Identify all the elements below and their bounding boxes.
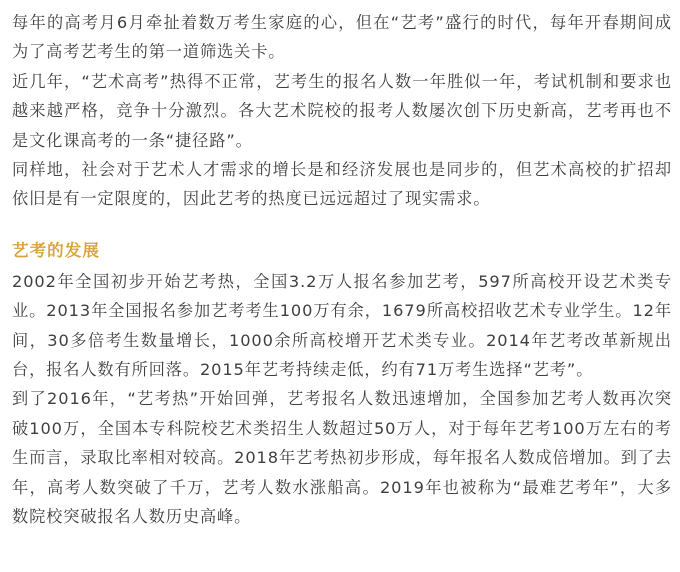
section-paragraph-2: 到了2016年，“艺考热”开始回弹，艺考报名人数迅速增加，全国参加艺考人数再次突破100万，全国本专科院校艺术类招生人数超过50万人，对于每年艺考100万左右的考生而言，录取比率相对较高。2018年艺考热初步形成，每年报名人数成倍增加。到了去年，高考人数突破了千万，艺考人数水涨船高。2019年也被称为“最难艺考年”，大多数院校突破报名人数历史高峰。 <box>12 389 672 527</box>
intro-paragraph-2: 近几年，“艺术高考”热得不正常，艺考生的报名人数一年胜似一年，考试机制和要求也越来越严格，竞争十分激烈。各大艺术院校的报考人数屡次创下历史新高，艺考再也不是文化课高考的一条“捷径路”。 <box>12 71 672 150</box>
intro-paragraph-1: 每年的高考月6月牵扯着数万考生家庭的心，但在“艺考”盛行的时代，每年开春期间成为了高考艺考生的第一道筛选关卡。 <box>12 13 672 62</box>
article-body <box>12 8 672 532</box>
section-spacer <box>12 214 672 236</box>
intro-paragraph-3: 同样地，社会对于艺术人才需求的增长是和经济发展也是同步的，但艺术高校的扩招却依旧是有一定限度的，因此艺考的热度已远远超过了现实需求。 <box>12 160 672 209</box>
section-heading: 艺考的发展 <box>12 240 100 260</box>
section-paragraph-1: 2002年全国初步开始艺考热，全国3.2万人报名参加艺考，597所高校开设艺术类专业。2013年全国报名参加艺考考生100万有余，1679所高校招收艺术专业学生。12年间，30多倍考生数量增长，1000余所高校增开艺术类专业。2014年艺考改革新规出台，报名人数有所回落。2015年艺考持续走低，约有71万考生选择“艺考”。 <box>12 271 672 380</box>
